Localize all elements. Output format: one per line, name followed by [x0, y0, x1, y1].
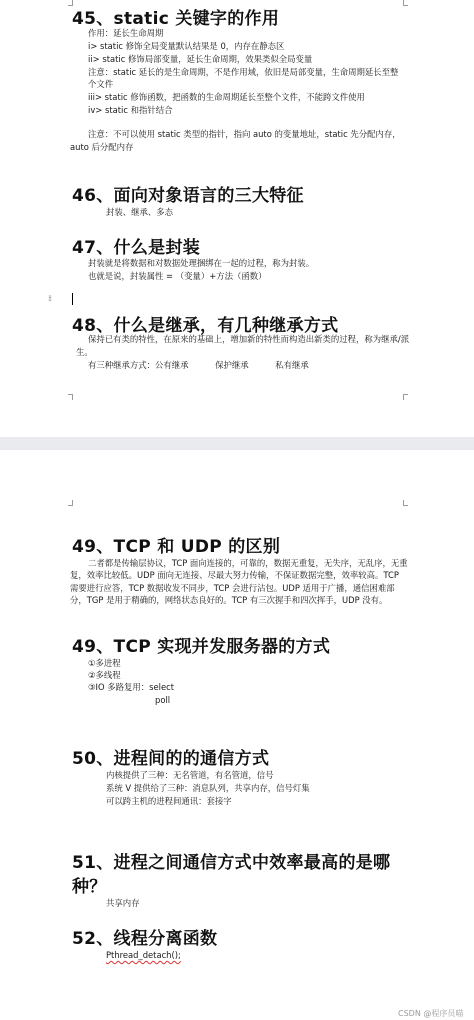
margin-corner-mark: [403, 0, 408, 6]
note-paragraph: 注意：不可以使用 static 类型的指针，指向 auto 的变量地址，static 先分配内存，auto 后分配内存: [70, 129, 401, 152]
text-line: 作用：延长生命周期: [88, 28, 164, 38]
section-47-heading: 47、什么是封装: [72, 238, 201, 258]
margin-corner-mark: [68, 394, 73, 400]
watermark: CSDN @程序员喵: [398, 1009, 464, 1018]
margin-corner-mark: [403, 500, 408, 506]
margin-corner-mark: [68, 500, 73, 506]
text-line: iii> static 修饰函数，把函数的生命周期延长至整个文件，不能跨文件使用: [88, 92, 365, 102]
section-45-heading: 45、static 关键字的作用: [72, 9, 280, 29]
section-50-heading: 50、进程间的的通信方式: [72, 749, 270, 769]
text-line: 封装就是将数据和对数据处理捆绑在一起的过程，称为封装。: [88, 258, 315, 268]
section-51-heading-cont: 种？: [72, 877, 107, 897]
drag-handle-icon[interactable]: ⁞⁞: [48, 294, 52, 303]
text-line: 也就是说，封装属性 = （变量）+方法（函数）: [88, 271, 267, 281]
text-paragraph: 保持已有类的特性，在原来的基础上，增加新的特性而构造出新类的过程，称为继承/派生。: [76, 334, 410, 357]
text-line: 系统 V 提供给了三种：消息队列，共享内存，信号灯集: [106, 783, 310, 793]
margin-corner-mark: [403, 394, 408, 400]
text-line: ii> static 修饰局部变量，延长生命周期，效果类似全局变量: [88, 54, 313, 64]
section-51-heading: 51、进程之间通信方式中效率最高的是哪: [72, 853, 391, 873]
section-52-heading: 52、线程分离函数: [72, 929, 218, 949]
text-line: iv> static 和指针结合: [88, 105, 173, 115]
document-page-1: [0, 0, 474, 437]
text-line: 可以跨主机的进程间通讯：套接字: [106, 796, 232, 806]
section-49-tcp-udp-heading: 49、TCP 和 UDP 的区别: [72, 537, 281, 557]
text-line: ③IO 多路复用：select: [88, 682, 174, 692]
text-line: 封装、继承、多态: [106, 207, 173, 217]
document-page-2: [0, 450, 474, 1020]
text-line: ②多线程: [88, 670, 121, 680]
code-line: Pthread_detach();: [106, 950, 181, 960]
section-46-heading: 46、面向对象语言的三大特征: [72, 186, 304, 206]
page-gap: [0, 437, 474, 450]
section-48-heading: 48、什么是继承，有几种继承方式: [72, 316, 339, 336]
text-line: 共享内存: [106, 898, 140, 908]
text-line: 内核提供了三种：无名管道，有名管道，信号: [106, 770, 274, 780]
text-paragraph: 二者都是传输层协议，TCP 面向连接的，可靠的，数据无重复，无失序，无乱序，无重复，效率比较低。UDP 面向无连接、尽最大努力传输，不保证数据完整，效率较高。TCP 需要进行应答，TCP 数据收发不同步，TCP 会进行沾包。UDP 适用于广播，通信困难部分，TGP 是用于精确的，网络状态良好的。TCP 有三次握手和四次挥手，UDP 没有。: [70, 558, 408, 606]
text-line: 注意：static 延长的是生命周期，不是作用域，依旧是局部变量，生命周期延长至整: [88, 67, 399, 77]
section-49-server-heading: 49、TCP 实现并发服务器的方式: [72, 637, 331, 657]
text-line: 个文件: [88, 79, 114, 89]
text-line: i> static 修饰全局变量默认结果是 0，内存在静态区: [88, 41, 285, 51]
text-line: 有三种继承方式：公有继承 保护继承 私有继承: [88, 360, 309, 370]
text-line: poll: [155, 695, 171, 705]
text-line: ①多进程: [88, 658, 121, 668]
text-cursor: [72, 293, 73, 305]
